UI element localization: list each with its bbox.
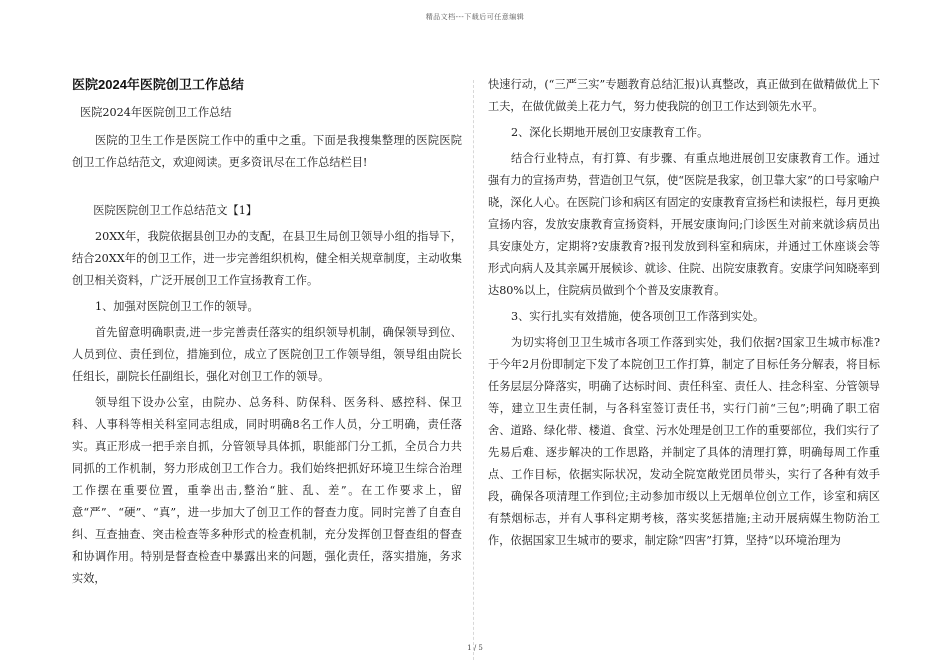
right-column [488, 74, 880, 556]
point-heading: 1、加强对医院创卫工作的领导。 [94, 300, 259, 313]
point-heading: 2、深化长期地开展创卫安康教育工作。 [510, 126, 709, 139]
body-paragraph: 为切实将创卫卫生城市各项工作落到实处，我们依据?国家卫生城市标准?于今年2月份即制定下发了本院创卫工作打算，制定了目标任务分解表，将目标任务层层分降落实，明确了达标时间、责任科室、责任人、挂念科室、分管领导等，建立卫生责任制，与各科室签订责任书，实行门前“三包”;明确了职工宿舍、道路、绿化带、楼道、食堂、污水处理是创卫工作的重要部位，我们实行了先易后难、逐步解决的工作思路，并制定了具体的清理打算，明确每周工作重点、工作目标，依据实际状况，发动全院宽敞党团员带头，实行了各种有效手段，确保各项清理工作到位;主动参加市级以上无烟单位创立工作，诊室和病区有禁烟标志，并有人事科定期考核，落实奖惩措施;主动开展病媒生物防治工作，依据国家卫生城市的要求，制定除“四害”打算，坚持“以环境治理为 [488, 336, 880, 547]
page-divider [473, 80, 474, 660]
continued-paragraph: 快速行动，(“三严三实”专题教育总结汇报)认真整改，真正做到在做精做优上下工夫，在做优做美上花力气，努力使我院的创卫工作达到领先水平。 [488, 78, 880, 113]
body-paragraph: 20XX年，我院依据县创卫办的支配，在县卫生局创卫领导小组的指导下，结合20XX年的创卫工作，进一步完善组织机构，健全相关规章制度，主动收集创卫相关资料，广泛开展创卫工作宣扬教育工作。 [72, 230, 462, 287]
body-paragraph: 领导组下设办公室，由院办、总务科、防保科、医务科、感控科、保卫科、人事科等相关科室同志组成，同时明确8名工作人员，分工明确，责任落实。真正形成一把手亲自抓，分管领导具体抓，职能部门分工抓，全员合力共同抓的工作机制，努力形成创卫工作合力。我们始终把抓好环境卫生综合治理工作摆在重要位置，重拳出击,整治“脏、乱、差”。在工作要求上，留意“严”、“硬”、“真”，进一步加大了创卫工作的督查力度。同时完善了自查自纠、互查抽查、突击检查等多种形式的检查机制，充分发挥创卫督查组的督查和协调作用。特别是督查检查中暴露出来的问题，强化责任，落实措施，务求实效， [72, 396, 462, 585]
section-heading: 医院医院创卫工作总结范文【1】 [93, 204, 258, 217]
point-heading: 3、实行扎实有效措施，使各项创卫工作落到实处。 [510, 310, 765, 323]
document-subtitle: 医院2024年医院创卫工作总结 [80, 106, 232, 119]
body-paragraph: 结合行业特点，有打算、有步骤、有重点地进展创卫安康教育工作。通过强有力的宣扬声势，营造创卫气氛，使“医院是我家，创卫靠大家”的口号家喻户晓，深化人心。在医院门诊和病区有固定的安康教育宣扬栏和读报栏，每月更换宣扬内容，发放安康教育宣扬资料，开展安康询问;门诊医生对前来就诊病员出具安康处方，定期将?安康教育?报刊发放到科室和病床，并通过工休座谈会等形式向病人及其亲属开展候诊、就诊、住院、出院安康教育。安康学问知晓率到达80%以上，住院病员做到个个普及安康教育。 [488, 152, 880, 297]
document-title: 医院2024年医院创卫工作总结 [72, 77, 244, 92]
intro-paragraph: 医院的卫生工作是医院工作中的重中之重。下面是我搜集整理的医院医院创卫工作总结范文，欢迎阅读。更多资讯尽在工作总结栏目! [72, 134, 462, 169]
body-paragraph: 首先留意明确职责,进一步完善责任落实的组织领导机制，确保领导到位、人员到位、责任到位，措施到位，成立了医院创卫工作领导组，领导组由院长任组长，副院长任副组长，强化对创卫工作的领导。 [72, 326, 462, 383]
page-header: 精品文档---下载后可任意编辑 [425, 13, 525, 21]
left-column [72, 74, 462, 594]
page-number: 1 / 5 [467, 644, 483, 652]
